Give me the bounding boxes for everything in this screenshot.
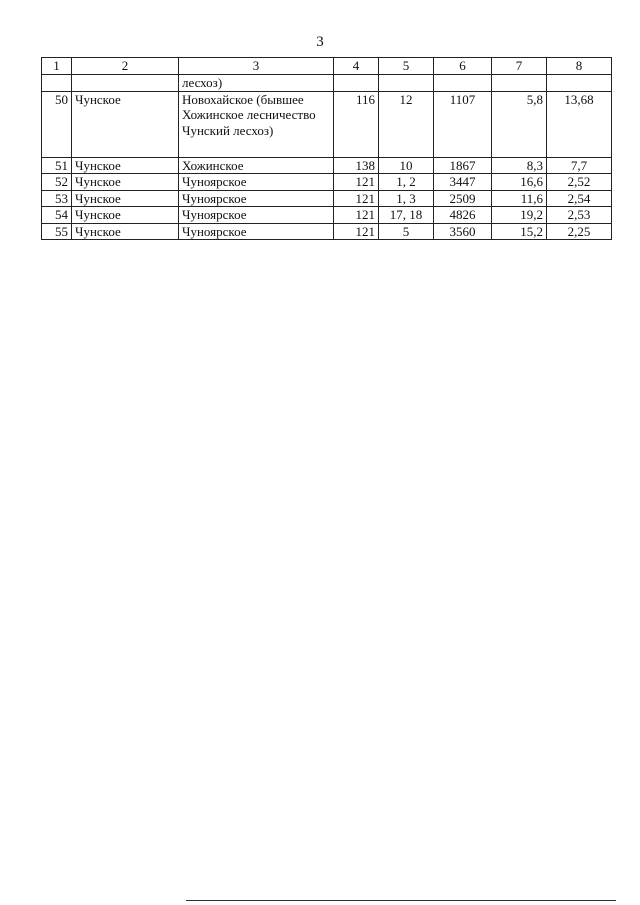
section-cell: 5 (379, 223, 434, 240)
forestry-cell: Чуноярское (179, 223, 334, 240)
row-number-cell: 51 (42, 157, 72, 174)
row-number-cell (42, 74, 72, 91)
forestry-cell: лесхоз) (179, 74, 334, 91)
value-7-cell: 16,6 (492, 174, 547, 191)
value-8-cell: 2,53 (547, 207, 612, 224)
value-7-cell: 19,2 (492, 207, 547, 224)
table-row (42, 157, 612, 174)
table-row (42, 74, 612, 91)
header-cell-3: 3 (179, 58, 334, 75)
forestry-table (41, 57, 612, 240)
table-row (42, 190, 612, 207)
district-cell: Чунское (72, 157, 179, 174)
header-cell-2: 2 (72, 58, 179, 75)
forestry-cell: Чуноярское (179, 174, 334, 191)
value-7-cell (492, 74, 547, 91)
value-6-cell: 1867 (434, 157, 492, 174)
quarter-cell: 121 (334, 174, 379, 191)
district-cell: Чунское (72, 91, 179, 157)
district-cell: Чунское (72, 207, 179, 224)
header-cell-8: 8 (547, 58, 612, 75)
value-6-cell: 3560 (434, 223, 492, 240)
value-8-cell: 2,54 (547, 190, 612, 207)
header-cell-6: 6 (434, 58, 492, 75)
section-cell: 10 (379, 157, 434, 174)
section-cell: 1, 3 (379, 190, 434, 207)
header-cell-4: 4 (334, 58, 379, 75)
table-row (42, 174, 612, 191)
district-cell: Чунское (72, 190, 179, 207)
table-row (42, 223, 612, 240)
page-number: 3 (316, 34, 324, 50)
value-6-cell: 4826 (434, 207, 492, 224)
footer-divider (186, 900, 616, 901)
forestry-cell: Хожинское (179, 157, 334, 174)
value-7-cell: 5,8 (492, 91, 547, 157)
section-cell (379, 74, 434, 91)
header-row (42, 58, 612, 75)
value-8-cell: 7,7 (547, 157, 612, 174)
header-cell-5: 5 (379, 58, 434, 75)
row-number-cell: 52 (42, 174, 72, 191)
value-7-cell: 8,3 (492, 157, 547, 174)
district-cell: Чунское (72, 174, 179, 191)
value-8-cell (547, 74, 612, 91)
section-cell: 1, 2 (379, 174, 434, 191)
value-6-cell: 1107 (434, 91, 492, 157)
value-8-cell: 13,68 (547, 91, 612, 157)
forestry-cell: Новохайское (бывшее Хожинское лесничество Чунский лесхоз) (179, 91, 334, 157)
quarter-cell (334, 74, 379, 91)
table-row (42, 207, 612, 224)
value-6-cell (434, 74, 492, 91)
forestry-cell: Чуноярское (179, 207, 334, 224)
district-cell (72, 74, 179, 91)
row-number-cell: 55 (42, 223, 72, 240)
header-cell-7: 7 (492, 58, 547, 75)
row-number-cell: 54 (42, 207, 72, 224)
table-row (42, 91, 612, 157)
value-8-cell: 2,52 (547, 174, 612, 191)
quarter-cell: 121 (334, 223, 379, 240)
value-6-cell: 2509 (434, 190, 492, 207)
section-cell: 17, 18 (379, 207, 434, 224)
quarter-cell: 138 (334, 157, 379, 174)
district-cell: Чунское (72, 223, 179, 240)
header-cell-1: 1 (42, 58, 72, 75)
value-8-cell: 2,25 (547, 223, 612, 240)
quarter-cell: 121 (334, 207, 379, 224)
value-6-cell: 3447 (434, 174, 492, 191)
value-7-cell: 15,2 (492, 223, 547, 240)
value-7-cell: 11,6 (492, 190, 547, 207)
row-number-cell: 53 (42, 190, 72, 207)
section-cell: 12 (379, 91, 434, 157)
forestry-cell: Чуноярское (179, 190, 334, 207)
quarter-cell: 121 (334, 190, 379, 207)
quarter-cell: 116 (334, 91, 379, 157)
row-number-cell: 50 (42, 91, 72, 157)
